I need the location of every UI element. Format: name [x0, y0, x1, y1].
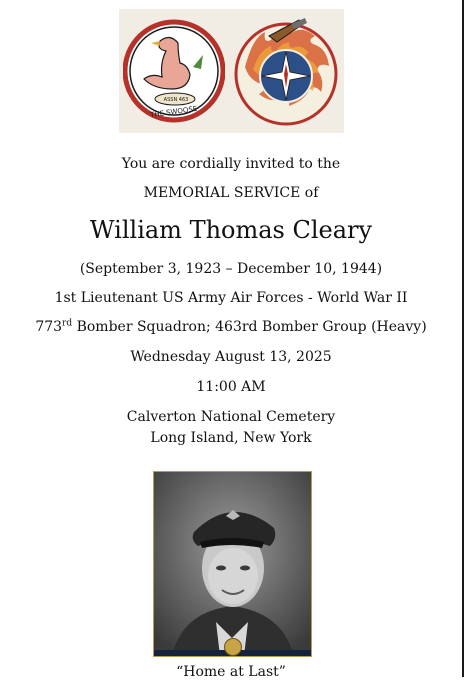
swoose-emblem-text: THE SWOOSE: [149, 104, 198, 120]
life-dates: (September 3, 1923 – December 10, 1944): [79, 261, 383, 277]
honoree-name: William Thomas Cleary: [89, 216, 373, 244]
military-rank: 1st Lieutenant US Army Air Forces - World War II: [54, 290, 408, 306]
portrait-photo: [153, 471, 312, 657]
unit-rest: Bomber Squadron; 463rd Bomber Group (Heavy): [72, 319, 427, 335]
unit-line: [0, 319, 462, 335]
invitation-line-1: You are cordially invited to the: [121, 156, 341, 172]
closing-caption: “Home at Last”: [176, 664, 286, 680]
cemetery-location: Long Island, New York: [150, 430, 312, 446]
swoose-squadron-emblem-icon: [123, 15, 225, 127]
unit-superscript: rd: [62, 318, 73, 329]
invitation-line-2: MEMORIAL SERVICE of: [143, 185, 319, 201]
service-time: 11:00 AM: [196, 379, 266, 395]
service-date: Wednesday August 13, 2025: [130, 349, 332, 365]
unit-number: 773: [35, 319, 63, 335]
medal-icon: [224, 638, 242, 656]
bomber-group-compass-emblem-icon: [231, 12, 341, 130]
insignia-strip: [119, 9, 344, 133]
swoose-small-text: ASSN 463: [163, 97, 188, 103]
cemetery-name: Calverton National Cemetery: [126, 409, 336, 425]
portrait-photo-icon: [154, 472, 311, 656]
